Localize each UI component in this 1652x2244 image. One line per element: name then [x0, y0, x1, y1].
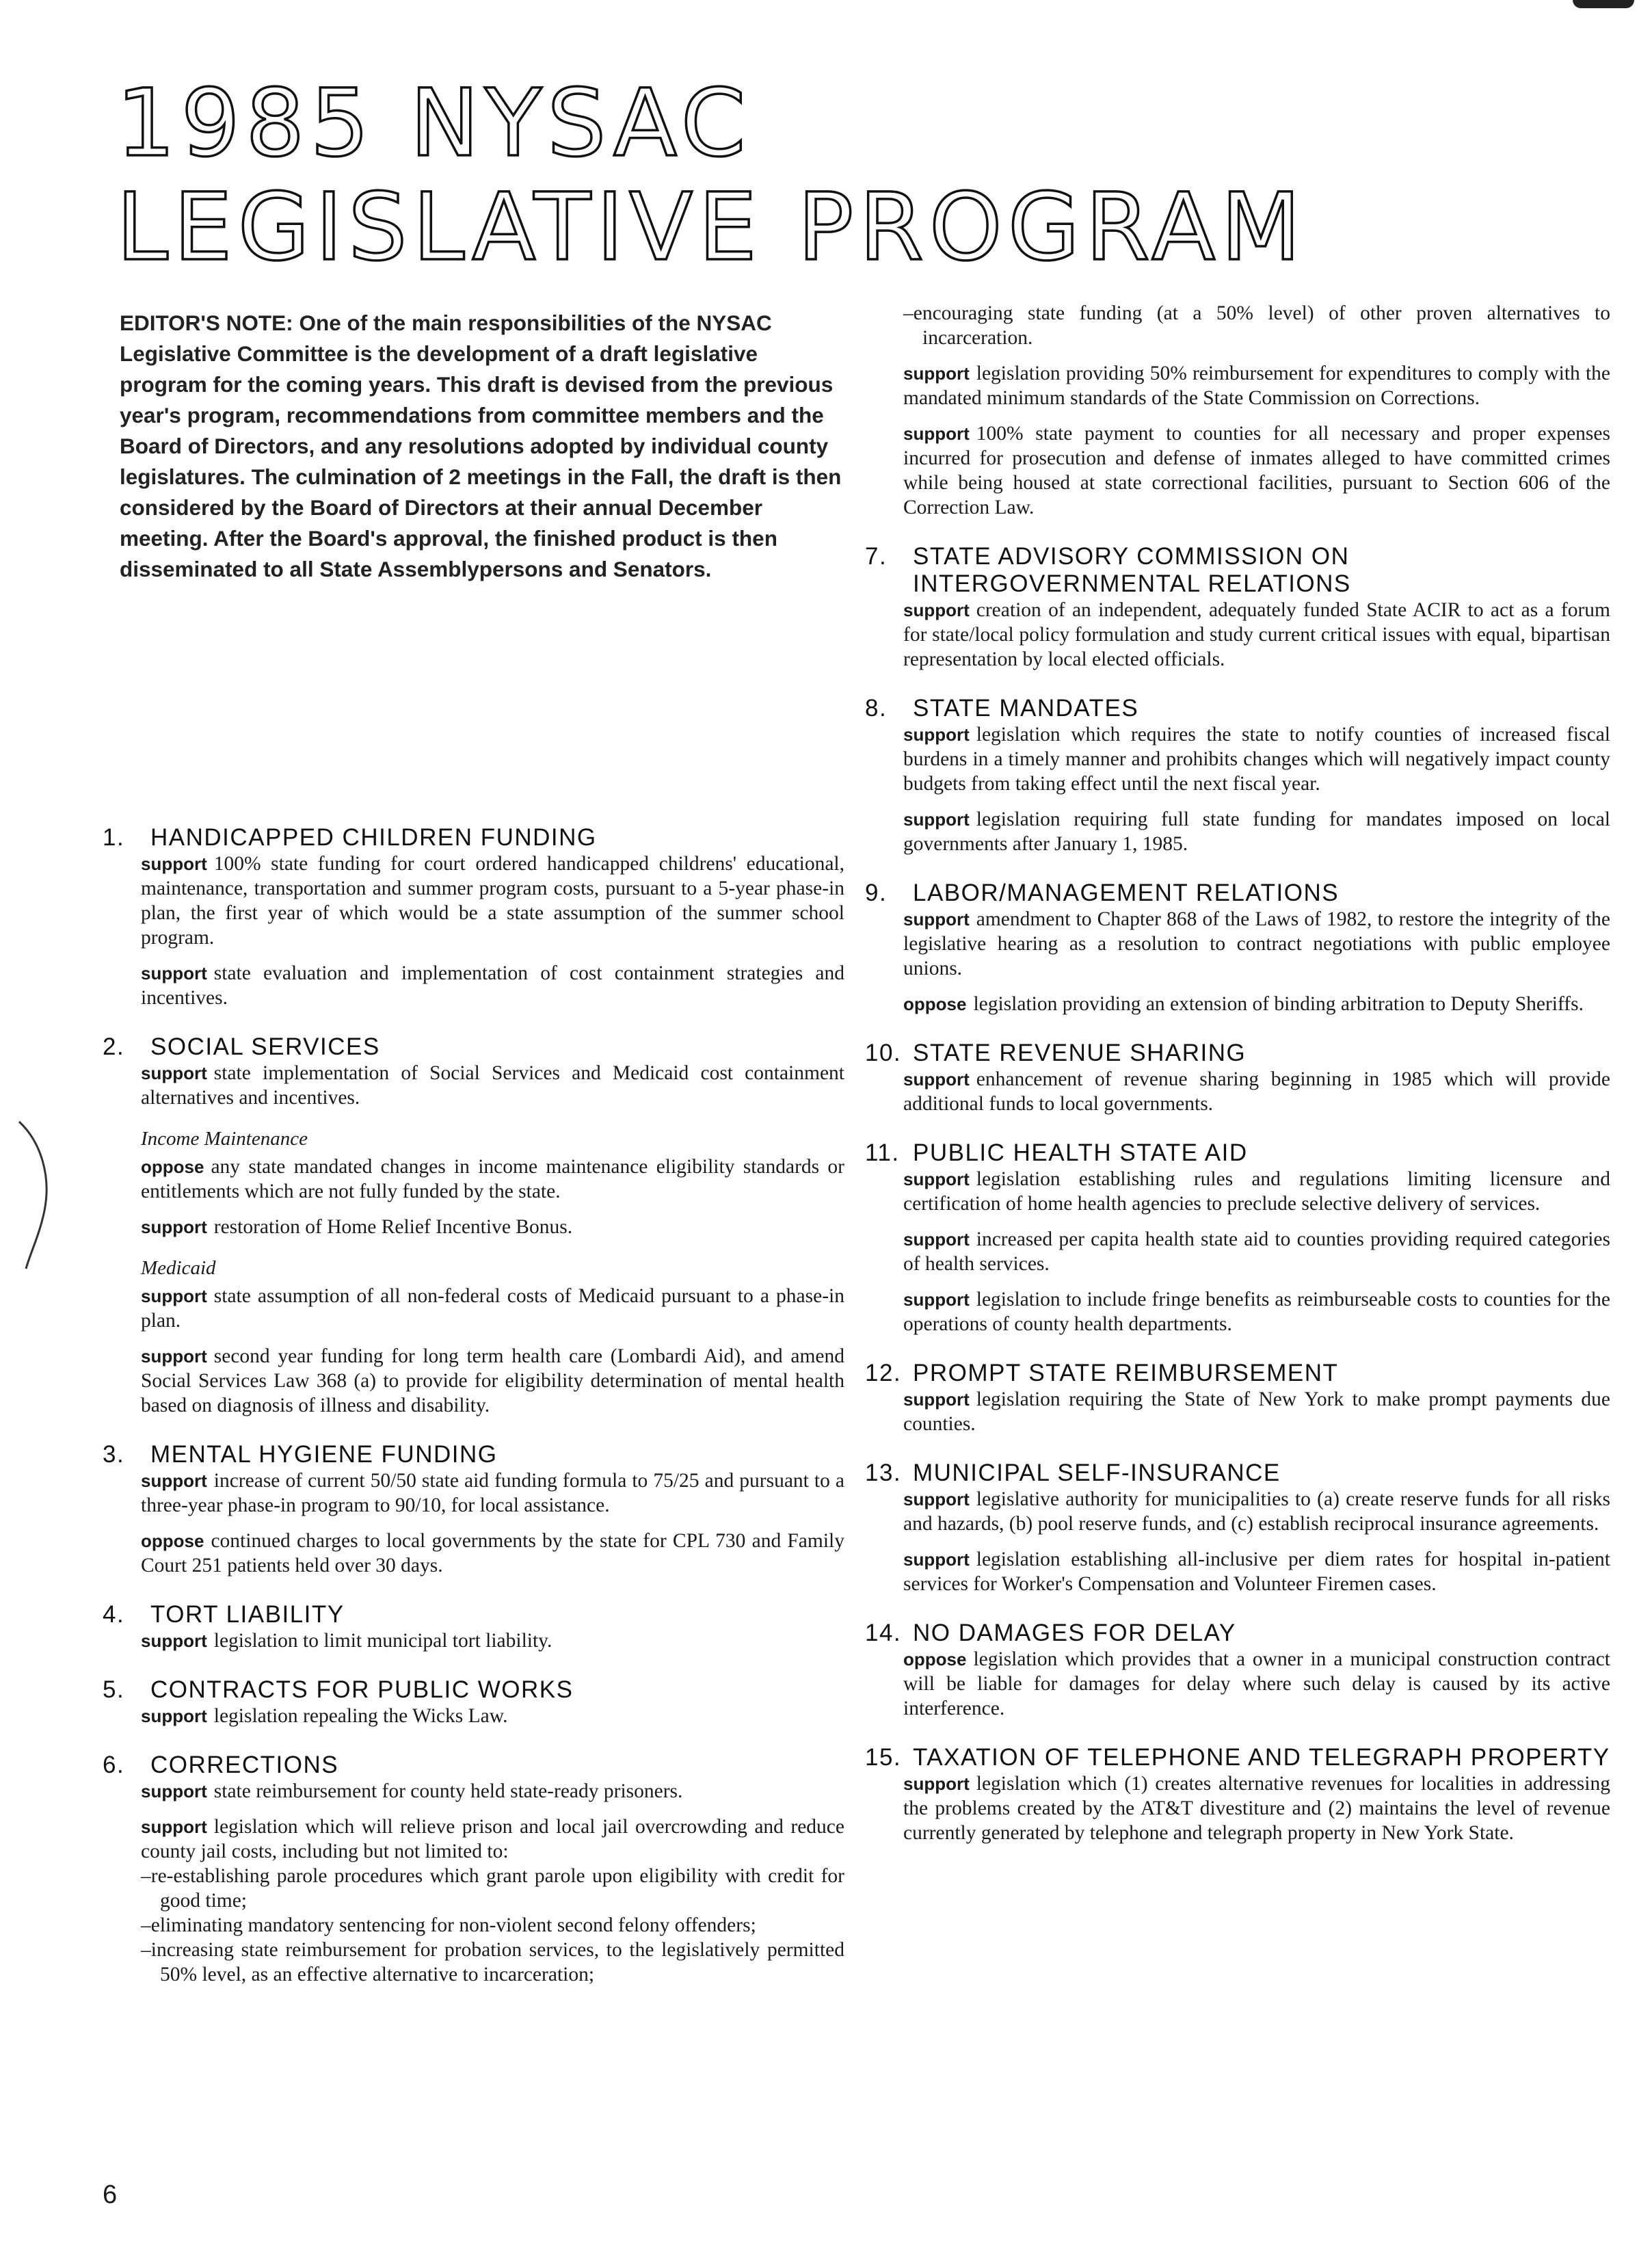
bullet-item: –increasing state reimbursement for probation services, to the legislatively permitted 50% level, as an effective alternative to incarceration; [141, 1939, 844, 1985]
list-item [903, 722, 1610, 796]
list-item [903, 1547, 1610, 1596]
stance-keyword: oppose [903, 994, 967, 1014]
section-number: 4. [103, 1601, 125, 1628]
list-item [141, 1344, 844, 1418]
section-number: 2. [103, 1033, 125, 1060]
item-text: increase of current 50/50 state aid funding formula to 75/25 and pursuant to a three-year phase-in program to 90/10, for local assistance. [141, 1470, 844, 1516]
section-13 [865, 1460, 1610, 1596]
section-number: 8. [865, 695, 888, 722]
stance-keyword: support [903, 809, 970, 830]
item-text: legislation requiring full state funding for mandates imposed on local governments after January 1, 1985. [903, 808, 1610, 855]
item-text: legislation to limit municipal tort liability. [213, 1630, 552, 1652]
section-heading [103, 1752, 844, 1779]
item-text: increased per capita health state aid to counties providing required categories of health services. [903, 1228, 1610, 1275]
section-heading [865, 695, 1610, 722]
section-title: MUNICIPAL SELF-INSURANCE [913, 1460, 1281, 1486]
section-9 [865, 880, 1610, 1016]
item-text: restoration of Home Relief Incentive Bonus. [213, 1216, 573, 1238]
section-15 [865, 1744, 1610, 1845]
section-number: 10. [865, 1040, 902, 1066]
list-item [903, 1771, 1610, 1845]
section-number: 12. [865, 1360, 902, 1386]
item-text: 100% state payment to counties for all necessary and proper expenses incurred for prosecution and defense of inmates alleged to have committed crimes while being housed at state correctional facilities, pursuant to Section 606 of the Correction Law. [903, 423, 1610, 518]
list-item [903, 361, 1610, 410]
stance-keyword: support [141, 854, 207, 874]
stance-keyword: support [903, 1289, 970, 1310]
section-title: SOCIAL SERVICES [150, 1033, 380, 1060]
stance-keyword: support [141, 1063, 207, 1083]
stance-keyword: support [903, 1549, 970, 1570]
item-text: 100% state funding for court ordered handicapped childrens' educational, maintenance, transportation and summer program costs, pursuant to a 5-year phase-in plan, the first year of which would be a state assumption of the summer school program. [141, 853, 844, 949]
section-7 [865, 543, 1610, 672]
section-title: STATE REVENUE SHARING [913, 1040, 1247, 1066]
section-title: CORRECTIONS [150, 1752, 339, 1778]
item-text: state evaluation and implementation of cost containment strategies and incentives. [141, 962, 844, 1009]
stance-keyword: oppose [141, 1531, 204, 1551]
stance-keyword: support [903, 363, 970, 384]
list-item [903, 1167, 1610, 1216]
item-text: legislation which provides that a owner in a municipal construction contract will be liable for damages for delay where such delay is caused by its active interference. [903, 1648, 1610, 1719]
section-number: 6. [103, 1752, 125, 1778]
stance-keyword: support [903, 724, 970, 745]
bullet-item: –eliminating mandatory sentencing for non-violent second felony offenders; [141, 1914, 756, 1936]
section-heading [865, 1744, 1610, 1771]
section-number: 3. [103, 1441, 125, 1468]
section-heading [103, 1601, 844, 1628]
section-title: MENTAL HYGIENE FUNDING [150, 1441, 498, 1468]
editor-note [120, 308, 844, 585]
list-item [141, 1284, 844, 1333]
section-5 [103, 1676, 844, 1728]
section-title: TORT LIABILITY [150, 1601, 345, 1628]
item-text: legislation which requires the state to notify counties of increased fiscal burdens in a timely manner and prohibits changes which will negatively impact county budgets from taking effect until the next fiscal year. [903, 724, 1610, 795]
stance-keyword: support [141, 1631, 207, 1651]
stance-keyword: support [903, 423, 970, 444]
section-number: 1. [103, 824, 125, 851]
stance-keyword: support [141, 1781, 207, 1801]
section-number: 15. [865, 1744, 902, 1771]
section-14 [865, 1620, 1610, 1721]
item-text: any state mandated changes in income maintenance eligibility standards or entitlements which are not fully funded by the state. [141, 1156, 844, 1202]
list-item [141, 1814, 844, 1864]
section-heading [103, 1441, 844, 1468]
stance-keyword: support [903, 1489, 970, 1509]
item-text: second year funding for long term health care (Lombardi Aid), and amend Social Services Law 368 (a) to provide for eligibility determination of mental health based on diagnosis of illness and disability. [141, 1345, 844, 1416]
list-item [141, 1061, 844, 1110]
scan-mark [1573, 0, 1634, 8]
bullet-item: –re-establishing parole procedures which grant parole upon eligibility with credit for good time; [141, 1865, 844, 1912]
item-text: legislation requiring the State of New York to make prompt payments due counties. [903, 1388, 1610, 1435]
bullet-item: –encouraging state funding (at a 50% level) of other proven alternatives to incarceration. [903, 302, 1610, 349]
section-number: 9. [865, 880, 888, 906]
list-item [903, 421, 1610, 520]
section-number: 11. [865, 1139, 900, 1166]
list-item [141, 1704, 844, 1728]
stance-keyword: support [903, 1169, 970, 1189]
item-text: legislation establishing all-inclusive per diem rates for hospital in-patient services for Worker's Compensation and Volunteer Firemen cases. [903, 1548, 1610, 1595]
list-item [141, 1779, 844, 1804]
margin-bracket-mark [14, 1115, 55, 1272]
section-heading [103, 824, 844, 852]
section-heading [865, 1360, 1610, 1387]
stance-keyword: support [141, 1286, 207, 1306]
item-text: enhancement of revenue sharing beginning in 1985 which will provide additional funds to local governments. [903, 1068, 1610, 1115]
item-text: state reimbursement for county held state-ready prisoners. [213, 1780, 683, 1802]
list-item [903, 1067, 1610, 1116]
item-text: legislation to include fringe benefits as reimburseable costs to counties for the operations of county health departments. [903, 1289, 1610, 1335]
item-text: legislation which (1) creates alternative revenues for localities in addressing the problems created by the AT&T divestiture and (2) maintains the level of revenue currently generated by telephone and telegraph property in New York State. [903, 1773, 1610, 1844]
section-heading [865, 543, 1610, 598]
stance-keyword: support [903, 1773, 970, 1794]
section-title: HANDICAPPED CHILDREN FUNDING [150, 824, 597, 851]
left-column [103, 824, 844, 2010]
section-title: STATE ADVISORY COMMISSION ON INTERGOVERNMENTAL RELATIONS [913, 543, 1351, 597]
item-text: creation of an independent, adequately funded State ACIR to act as a forum for state/local policy formulation and study current critical issues with equal, bipartisan representation by local elected officials. [903, 599, 1610, 670]
stance-keyword: support [141, 1217, 207, 1237]
title-line-2: LEGISLATIVE PROGRAM [116, 174, 1307, 282]
stance-keyword: support [141, 1706, 207, 1726]
editor-note-text: One of the main responsibilities of the NYSAC Legislative Committee is the development of a draft legislative program for the coming years. This draft is devised from the previous year's program, recommendations from committee members and the Board of Directors, and any resolutions adopted by individual county legislatures. The culmination of 2 meetings in the Fall, the draft is then considered by the Board of Directors at their annual December meeting. After the Board's approval, the finished product is then disseminated to all State Assemblypersons and Senators. [120, 311, 842, 581]
item-text: legislative authority for municipalities to (a) create reserve funds for all risks and hazards, (b) pool reserve funds, and (c) establish reciprocal insurance agreements. [903, 1488, 1610, 1535]
item-text: legislation establishing rules and regulations limiting licensure and certification of home health agencies to preclude selective delivery of services. [903, 1168, 1610, 1215]
section-heading [865, 1460, 1610, 1487]
item-text: legislation providing 50% reimbursement for expenditures to comply with the mandated minimum standards of the State Commission on Corrections. [903, 362, 1610, 409]
list-item [903, 1227, 1610, 1276]
list-item [903, 807, 1610, 856]
section-10 [865, 1040, 1610, 1116]
right-column [865, 301, 1610, 1869]
stance-keyword: support [141, 1346, 207, 1367]
section-11 [865, 1139, 1610, 1336]
section-2 [103, 1033, 844, 1418]
section-heading [103, 1676, 844, 1704]
list-item [903, 1487, 1610, 1536]
item-text: legislation repealing the Wicks Law. [213, 1705, 508, 1727]
item-text: state implementation of Social Services and Medicaid cost containment alternatives and incentives. [141, 1062, 844, 1109]
list-item [903, 598, 1610, 672]
stance-keyword: support [903, 1069, 970, 1090]
section-number: 13. [865, 1460, 902, 1486]
section-12 [865, 1360, 1610, 1436]
section-title: PROMPT STATE REIMBURSEMENT [913, 1360, 1339, 1386]
section-number: 14. [865, 1620, 902, 1646]
stance-keyword: support [903, 909, 970, 929]
section-1 [103, 824, 844, 1010]
item-text: state assumption of all non-federal costs of Medicaid pursuant to a phase-in plan. [141, 1285, 844, 1332]
list-item [903, 992, 1610, 1016]
section-heading [865, 1139, 1610, 1167]
subheading-income-maintenance: Income Maintenance [141, 1128, 308, 1150]
section-8 [865, 695, 1610, 856]
section-3 [103, 1441, 844, 1578]
list-item [141, 1628, 844, 1653]
stance-keyword: oppose [903, 1649, 967, 1669]
stance-keyword: support [903, 1229, 970, 1250]
section-heading [865, 880, 1610, 907]
list-item [903, 907, 1610, 981]
section-heading [865, 1040, 1610, 1067]
list-item [141, 1468, 844, 1518]
stance-keyword: support [141, 1817, 207, 1837]
item-text: amendment to Chapter 868 of the Laws of 1982, to restore the integrity of the legislative hearing as a resolution to contract negotiations with public employee unions. [903, 908, 1610, 979]
section-number: 5. [103, 1676, 125, 1703]
stance-keyword: support [141, 1470, 207, 1491]
list-item [141, 1154, 844, 1204]
stance-keyword: oppose [141, 1157, 204, 1177]
stance-keyword: support [903, 1389, 970, 1410]
section-title: PUBLIC HEALTH STATE AID [913, 1139, 1248, 1166]
section-title: STATE MANDATES [913, 695, 1139, 722]
section-4 [103, 1601, 844, 1653]
page-title [116, 72, 1307, 280]
stance-keyword: support [141, 963, 207, 984]
list-item [903, 1287, 1610, 1336]
corrections-continued [865, 301, 1610, 520]
item-text: legislation which will relieve prison and local jail overcrowding and reduce county jail costs, including but not limited to: [141, 1816, 844, 1862]
list-item [903, 1647, 1610, 1721]
stance-keyword: support [903, 600, 970, 620]
list-item [141, 852, 844, 950]
item-text: continued charges to local governments by the state for CPL 730 and Family Court 251 patients held over 30 days. [141, 1530, 844, 1576]
section-title: LABOR/MANAGEMENT RELATIONS [913, 880, 1340, 906]
subheading-medicaid: Medicaid [141, 1257, 216, 1279]
list-item [903, 1387, 1610, 1436]
page-number: 6 [103, 2180, 118, 2209]
item-text: legislation providing an extension of binding arbitration to Deputy Sheriffs. [973, 993, 1584, 1015]
section-title: TAXATION OF TELEPHONE AND TELEGRAPH PROPERTY [913, 1744, 1610, 1771]
section-title: CONTRACTS FOR PUBLIC WORKS [150, 1676, 574, 1703]
section-heading [103, 1033, 844, 1061]
list-item [141, 1529, 844, 1578]
section-heading [865, 1620, 1610, 1647]
section-6 [103, 1752, 844, 1987]
section-title: NO DAMAGES FOR DELAY [913, 1620, 1236, 1646]
title-line-1: 1985 NYSAC [116, 70, 751, 178]
section-number: 7. [865, 543, 888, 570]
list-item [141, 1215, 844, 1239]
editor-note-label: EDITOR'S NOTE: [120, 311, 293, 335]
list-item [141, 961, 844, 1010]
